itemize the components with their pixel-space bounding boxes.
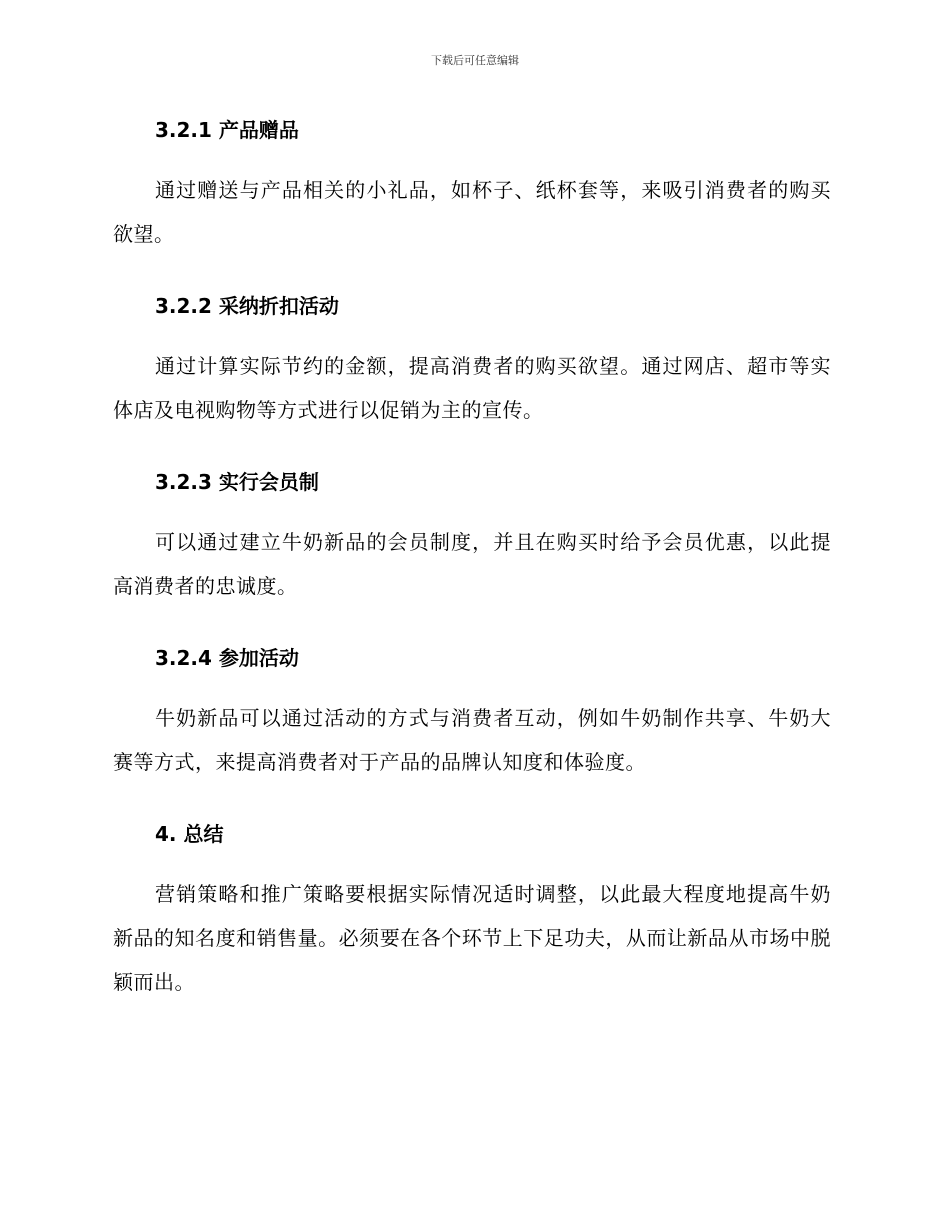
- section-heading-3-2-3: 3.2.3 实行会员制: [155, 470, 319, 494]
- section-heading-4: 4. 总结: [155, 822, 224, 846]
- section-heading-3-2-2: 3.2.2 采纳折扣活动: [155, 294, 339, 318]
- section-paragraph-3-2-2: 通过计算实际节约的金额，提高消费者的购买欲望。通过网店、超市等实体店及电视购物等方式进行以促销为主的宣传。: [113, 354, 831, 422]
- section-heading-3-2-1: 3.2.1 产品赠品: [155, 118, 299, 142]
- header-note: 下载后可任意编辑: [431, 54, 519, 67]
- section-paragraph-3-2-3: 可以通过建立牛奶新品的会员制度，并且在购买时给予会员优惠，以此提高消费者的忠诚度。: [113, 530, 831, 598]
- document-body: [113, 108, 831, 1004]
- section-paragraph-3-2-4: 牛奶新品可以通过活动的方式与消费者互动，例如牛奶制作共享、牛奶大赛等方式，来提高消费者对于产品的品牌认知度和体验度。: [113, 706, 831, 774]
- section-heading-3-2-4: 3.2.4 参加活动: [155, 646, 299, 670]
- section-paragraph-3-2-1: 通过赠送与产品相关的小礼品，如杯子、纸杯套等，来吸引消费者的购买欲望。: [113, 178, 831, 246]
- section-paragraph-4: 营销策略和推广策略要根据实际情况适时调整，以此最大程度地提高牛奶新品的知名度和销售量。必须要在各个环节上下足功夫，从而让新品从市场中脱颖而出。: [113, 882, 831, 994]
